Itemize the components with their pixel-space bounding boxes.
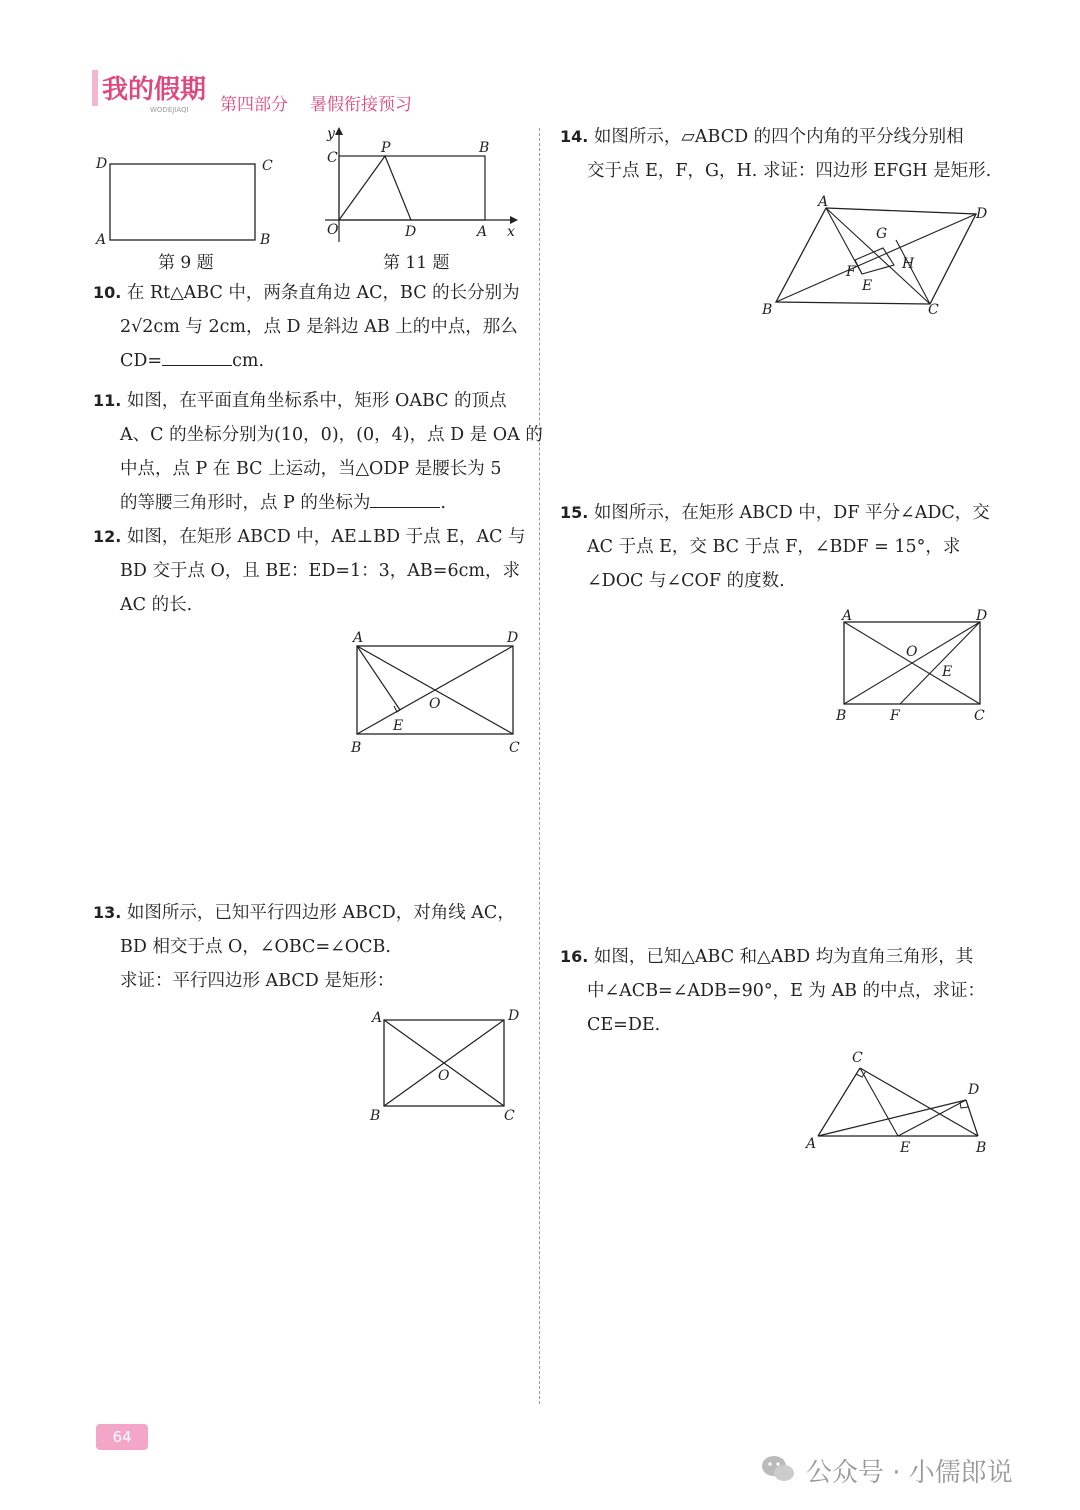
q12-line2: BD 交于点 O，且 BE：ED=1：3，AB=6cm，求 <box>120 561 520 581</box>
figure-16 <box>800 1044 1000 1160</box>
question-14 <box>560 120 1000 188</box>
q11-line4b: . <box>440 493 446 513</box>
q15-number: 15. <box>560 503 589 522</box>
q11-line4a: 的等腰三角形时，点 P 的坐标为 <box>120 493 371 513</box>
svg-text:O: O <box>906 644 918 660</box>
svg-text:C: C <box>262 158 273 174</box>
svg-text:A: A <box>372 1010 383 1026</box>
svg-text:D: D <box>976 206 988 222</box>
q15-line3: ∠DOC 与∠COF 的度数. <box>587 571 785 591</box>
q12-line3: AC 的长. <box>120 595 193 615</box>
q16-line2: 中∠ACB=∠ADB=90°，E 为 AB 的中点，求证： <box>587 981 986 1001</box>
question-13 <box>93 896 533 998</box>
q10-answer-blank[interactable] <box>162 345 232 366</box>
column-divider <box>539 128 540 1404</box>
q11-answer-blank[interactable] <box>370 487 440 508</box>
q10-line2: 2√2cm 与 2cm，点 D 是斜边 AB 上的中点，那么 <box>120 317 518 337</box>
question-15 <box>560 496 1000 598</box>
svg-text:O: O <box>327 222 339 238</box>
svg-text:A: A <box>818 194 829 210</box>
q13-number: 13. <box>93 903 122 922</box>
svg-text:B: B <box>260 232 271 248</box>
wechat-icon <box>760 1454 796 1484</box>
q10-line1: 在 Rt△ABC 中，两条直角边 AC，BC 的长分别为 <box>126 283 520 303</box>
svg-text:D: D <box>405 224 417 240</box>
svg-text:D: D <box>508 1008 520 1024</box>
figure-13 <box>366 1004 526 1130</box>
figure-11-caption: 第 11 题 <box>383 253 450 273</box>
svg-text:A: A <box>806 1136 817 1152</box>
svg-text:D: D <box>968 1082 980 1098</box>
svg-text:A: A <box>353 630 364 646</box>
q15-line2: AC 于点 E，交 BC 于点 F，∠BDF = 15°，求 <box>587 537 961 557</box>
part-subtitle: 暑假衔接预习 <box>310 95 412 115</box>
svg-text:D: D <box>96 156 108 172</box>
svg-text:E: E <box>900 1140 911 1156</box>
svg-text:H: H <box>902 256 915 272</box>
svg-text:B: B <box>370 1108 381 1124</box>
svg-text:F: F <box>890 708 900 724</box>
page-number: 64 <box>96 1424 148 1450</box>
figure-14 <box>758 192 998 322</box>
q12-number: 12. <box>93 527 122 546</box>
q12-line1: 如图，在矩形 ABCD 中，AE⊥BD 于点 E，AC 与 <box>126 527 526 547</box>
q11-line1: 如图，在平面直角坐标系中，矩形 OABC 的顶点 <box>126 391 507 411</box>
figure-9-caption: 第 9 题 <box>158 253 214 273</box>
question-12 <box>93 520 533 622</box>
q10-line3b: cm. <box>232 351 265 371</box>
svg-text:A: A <box>842 608 853 624</box>
watermark: 公众号 · 小儒郎说 <box>806 1458 1013 1488</box>
q14-line2: 交于点 E，F，G，H. 求证：四边形 EFGH 是矩形. <box>587 161 992 181</box>
svg-text:O: O <box>429 696 441 712</box>
question-11 <box>93 384 543 520</box>
q14-line1: 如图所示，▱ABCD 的四个内角的平分线分别相 <box>593 127 964 147</box>
figure-12 <box>345 626 530 761</box>
svg-text:A: A <box>96 232 107 248</box>
q13-line3: 求证：平行四边形 ABCD 是矩形： <box>120 971 395 991</box>
logo-text: 我的假期 <box>102 75 207 105</box>
figure-11 <box>315 124 525 244</box>
q15-line1: 如图所示，在矩形 ABCD 中，DF 平分∠ADC，交 <box>593 503 990 523</box>
svg-text:C: C <box>852 1050 863 1066</box>
svg-text:P: P <box>381 140 391 156</box>
question-10 <box>93 276 533 378</box>
q11-line3: 中点，点 P 在 BC 上运动，当△ODP 是腰长为 5 <box>120 459 502 479</box>
svg-text:C: C <box>327 150 338 166</box>
svg-text:E: E <box>862 278 873 294</box>
svg-text:O: O <box>438 1068 450 1084</box>
q13-line1: 如图所示，已知平行四边形 ABCD，对角线 AC， <box>126 903 515 923</box>
svg-text:F: F <box>846 264 856 280</box>
svg-text:B: B <box>351 740 362 756</box>
q11-number: 11. <box>93 391 122 410</box>
svg-text:C: C <box>509 740 520 756</box>
q13-line2: BD 相交于点 O，∠OBC=∠OCB. <box>120 937 391 957</box>
svg-text:E: E <box>942 664 953 680</box>
svg-text:B: B <box>479 140 490 156</box>
part-label: 第四部分 <box>220 95 288 115</box>
svg-text:y: y <box>327 126 335 142</box>
svg-text:C: C <box>974 708 985 724</box>
svg-text:D: D <box>507 630 519 646</box>
svg-text:E: E <box>393 718 404 734</box>
q16-line1: 如图，已知△ABC 和△ABD 均为直角三角形，其 <box>593 947 974 967</box>
svg-text:C: C <box>928 302 939 318</box>
q16-number: 16. <box>560 947 589 966</box>
figure-9 <box>92 150 282 250</box>
svg-text:B: B <box>976 1140 987 1156</box>
svg-text:C: C <box>504 1108 515 1124</box>
svg-text:x: x <box>507 224 515 240</box>
svg-text:B: B <box>762 302 773 318</box>
svg-text:A: A <box>477 224 488 240</box>
figure-15 <box>830 604 1000 728</box>
book-logo <box>92 62 210 114</box>
q16-line3: CE=DE. <box>587 1015 661 1035</box>
q10-line3a: CD= <box>120 351 163 371</box>
logo-sub: WODEJIAQI <box>150 106 189 114</box>
svg-text:D: D <box>976 608 988 624</box>
question-16 <box>560 940 1000 1042</box>
svg-text:G: G <box>876 226 888 242</box>
q11-line2: A、C 的坐标分别为(10，0)，(0，4)，点 D 是 OA 的 <box>120 425 543 445</box>
q14-number: 14. <box>560 127 589 146</box>
svg-text:B: B <box>836 708 847 724</box>
q10-number: 10. <box>93 283 122 302</box>
